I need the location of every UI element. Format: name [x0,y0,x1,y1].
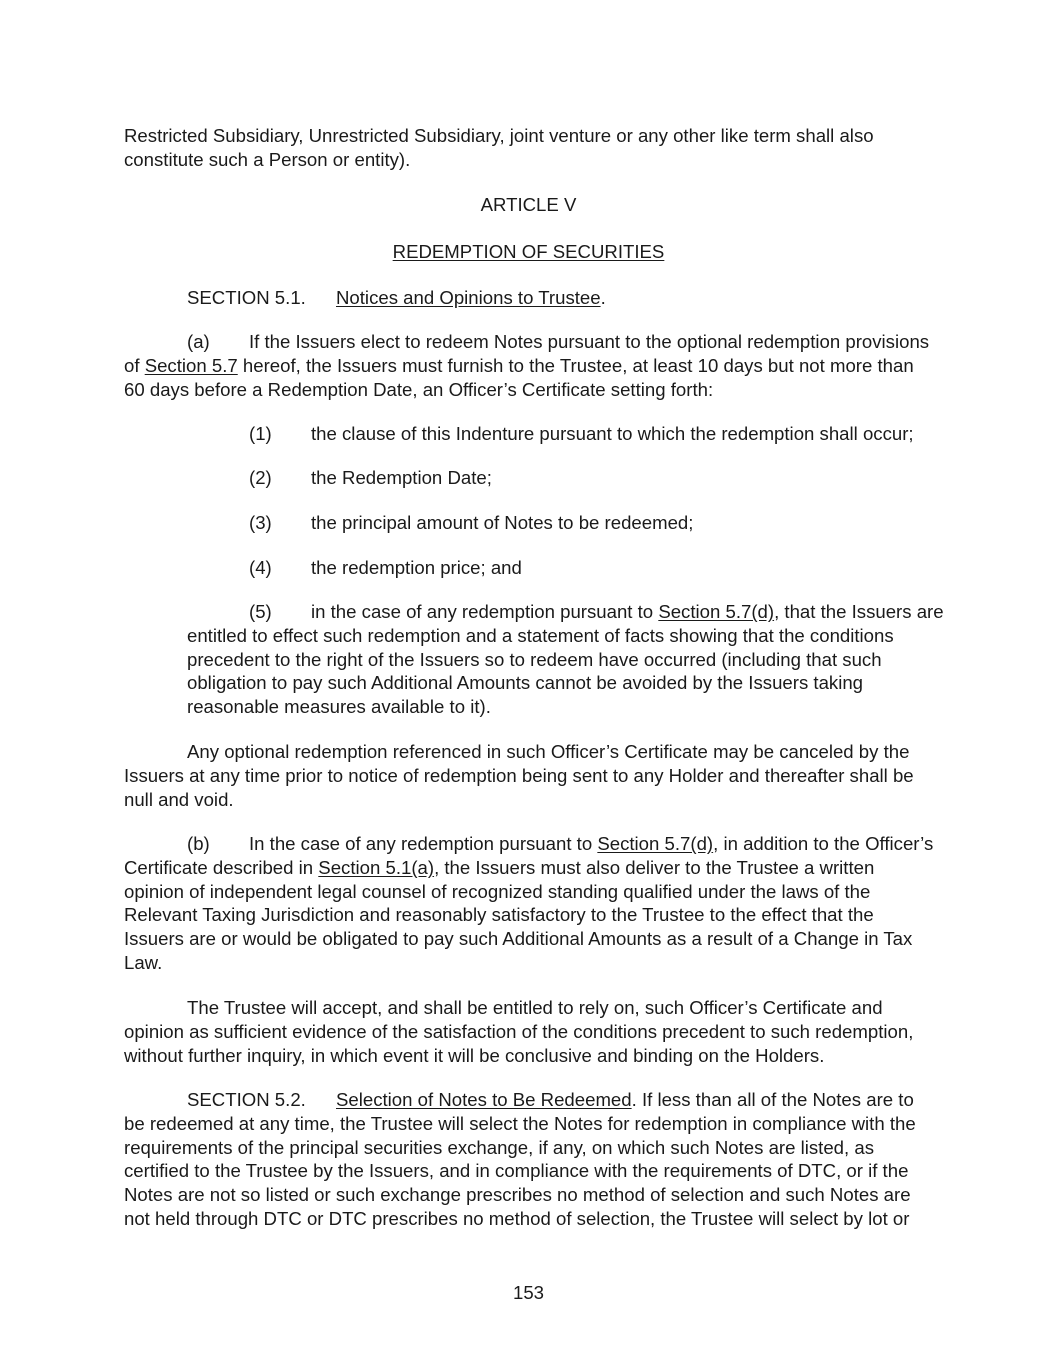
optional-redemption-paragraph: Any optional redemption referenced in such Officer’s Certificate may be canceled by the Issuers at any time prior to notice of redemption being sent to any Holder and thereafter shall be null and void. [124,741,914,810]
section-reference-link[interactable]: Section 5.7(d) [597,833,714,854]
paragraph-number: (a) [187,331,210,352]
list-item [249,511,949,535]
section-title-period: . [600,287,606,308]
list-item-text: the redemption price; and [311,557,522,578]
paragraph-text: In the case of any redemption pursuant to [249,833,598,854]
paragraph-text: , in addition to the Officer’s Certificate described in [124,833,934,878]
list-item [249,466,949,490]
paragraph-text: , the Issuers must also deliver to the Trustee a written opinion of independent legal counsel of recognized standing qualified under the laws of the Relevant Taxing Jurisdiction and reasonably satisfactory to the Trustee to the effect that the Issuers are or would be obligated to pay such Additional Amounts as a result of a Change in Tax Law. [124,856,913,973]
section-5-2-paragraph [124,1088,936,1231]
list-item-text: the clause of this Indenture pursuant to which the redemption shall occur; [311,423,914,444]
trustee-paragraph: The Trustee will accept, and shall be entitled to rely on, such Officer’s Certificate and opinion as sufficient evidence of the satisfaction of the conditions precedent to such redemption, without further inquiry, in which event it will be conclusive and binding on the Holders. [124,997,914,1066]
list-item-number: (1) [249,423,272,444]
list-item-text: the Redemption Date; [311,467,492,488]
page-number: 153 [512,1282,545,1303]
paragraph-text: . If less than all of the Notes are to be redeemed at any time, the Trustee will select the Notes for redemption in compliance with the requirements of the principal securities exchange, if any, on which such Notes are listed, as certified to the Trustee by the Issuers, and in compliance with the requirements of DTC, or if the Notes are not so listed or such exchange prescribes no method of selection and such Notes are not held through DTC or DTC prescribes no method of selection, the Trustee will select by lot or [124,1089,916,1229]
paragraph-a [124,330,936,401]
list-item-text: , that the Issuers are entitled to effect such redemption and a statement of facts showing that the conditions precedent to the right of the Issuers so to redeem have occurred (including that such obligation to pay such Additional Amounts cannot be avoided by the Issuers taking reasonable measures available to it). [187,601,944,718]
section-title: Selection of Notes to Be Redeemed [336,1089,632,1110]
article-heading: ARTICLE V [480,194,577,215]
list-item-5 [187,600,947,719]
list-item [249,422,949,446]
list-item-number: (3) [249,512,272,533]
section-label: SECTION 5.1. [187,287,306,308]
paragraph-text: hereof, the Issuers must furnish to the Trustee, at least 10 days but not more than 60 days before a Redemption Date, an Officer’s Certificate setting forth: [124,354,914,400]
section-5-1-heading [124,286,936,310]
section-title: Notices and Opinions to Trustee [336,287,601,308]
section-reference-link[interactable]: Section 5.7 [144,354,238,376]
list-item-number: (2) [249,467,272,488]
paragraph-text: If the Issuers elect to redeem Notes pursuant to the optional redemption provisions of [124,331,930,376]
list-item-text: in the case of any redemption pursuant to [311,601,659,622]
section-reference-link[interactable]: Section 5.7(d) [658,601,775,622]
article-title-text: REDEMPTION OF SECURITIES [392,241,665,262]
intro-paragraph: Restricted Subsidiary, Unrestricted Subsidiary, joint venture or any other like term shall also constitute such a Person or entity). [124,125,874,170]
article-title [0,240,1057,264]
list-item [249,556,949,580]
list-item-number: (4) [249,557,272,578]
list-item-text: the principal amount of Notes to be redeemed; [311,512,694,533]
paragraph-b [124,832,936,975]
list-item-number: (5) [249,601,272,622]
paragraph-number: (b) [187,833,210,854]
section-label: SECTION 5.2. [187,1089,306,1110]
section-reference-link[interactable]: Section 5.1(a) [318,856,435,878]
